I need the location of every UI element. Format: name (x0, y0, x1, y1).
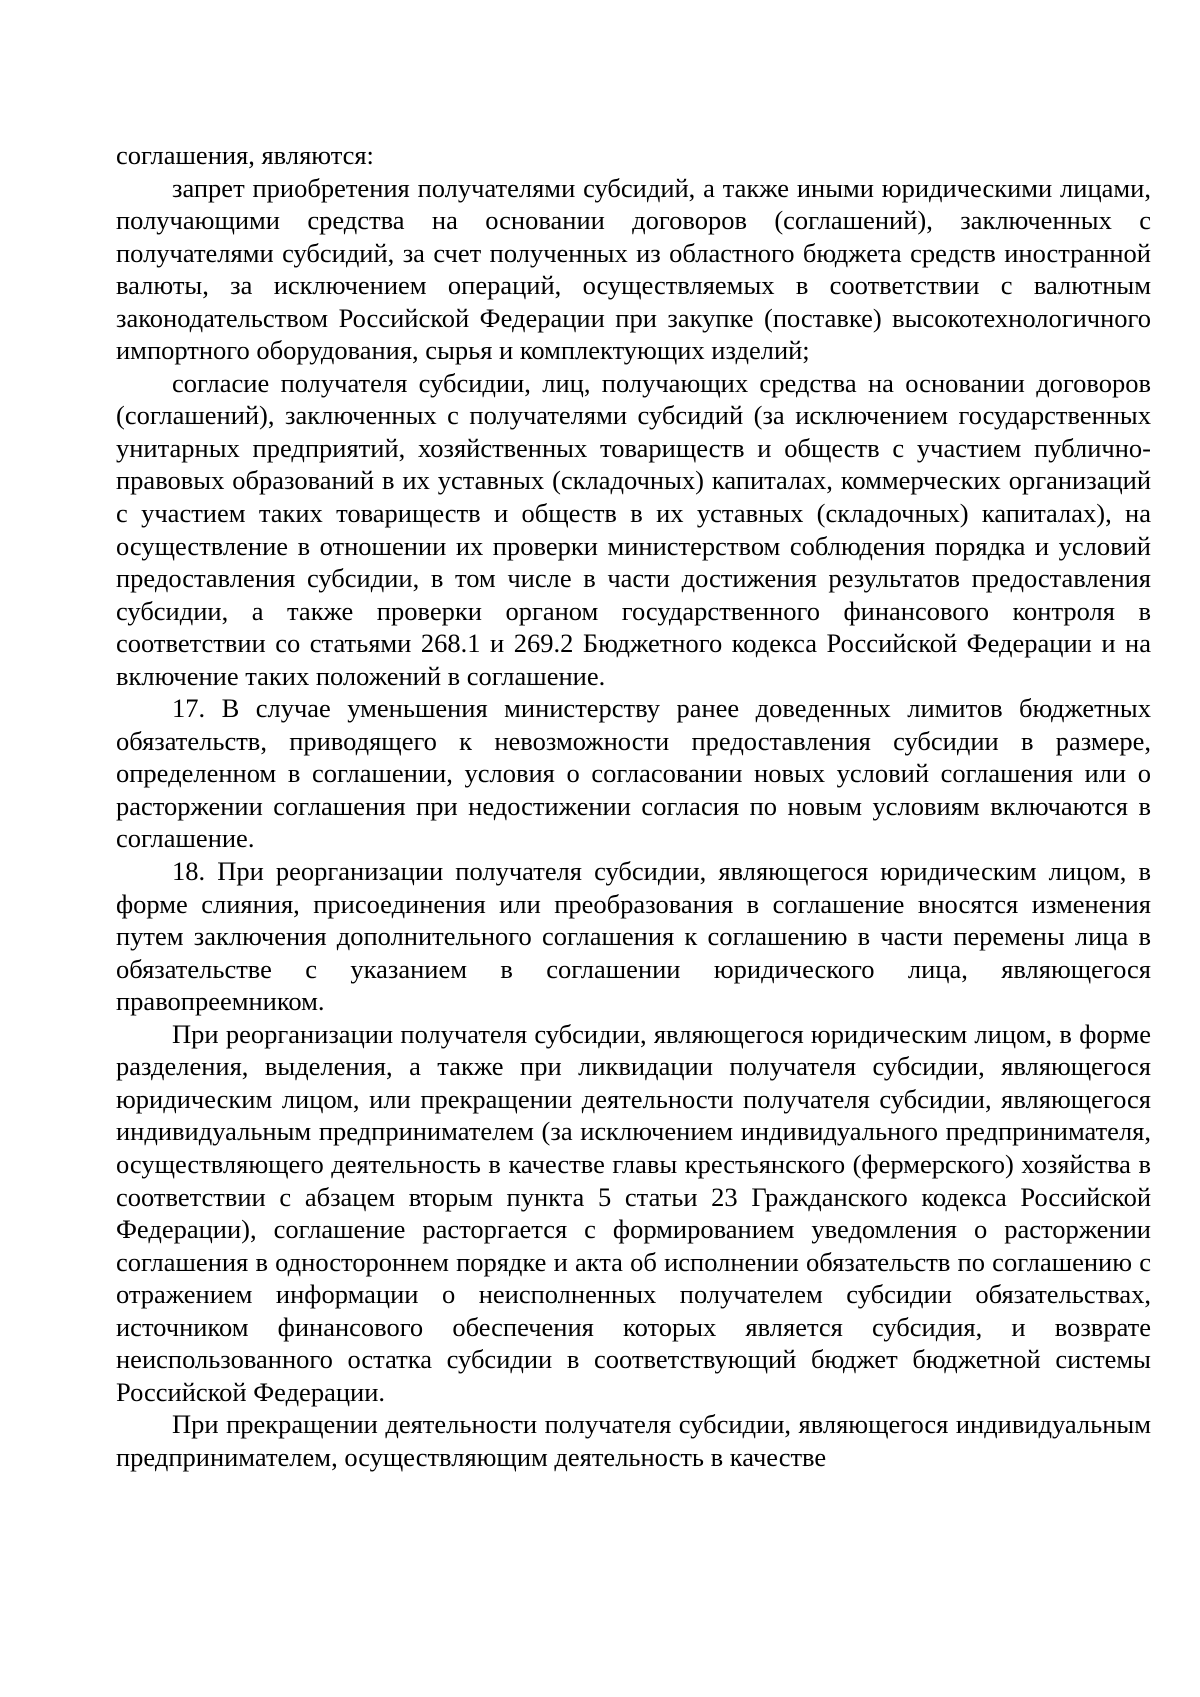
document-page (116, 139, 1151, 1473)
paragraph-currency-ban: запрет приобретения получателями субсидий, а также иными юридическими лицами, получающими средства на основании договоров (соглашений), заключенных с получателями субсидий, за счет полученных из областного бюджета средств иностранной валюты, за исключением операций, осуществляемых в соответствии с валютным законодательством Российской Федерации при закупке (поставке) высокотехнологичного импортного оборудования, сырья и комплектующих изделий; (116, 172, 1151, 366)
paragraph-consent-audit: согласие получателя субсидии, лиц, получающих средства на основании договоров (соглашений), заключенных с получателями субсидий (за исключением государственных унитарных предприятий, хозяйственных товариществ и обществ с участием публично-правовых образований в их уставных (складочных) капиталах, коммерческих организаций с участием таких товариществ и обществ в их уставных (складочных) капиталах), на осуществление в отношении их проверки министерством соблюдения порядка и условий предоставления субсидии, в том числе в части достижения результатов предоставления субсидии, а также проверки органом государственного финансового контроля в соответствии со статьями 268.1 и 269.2 Бюджетного кодекса Российской Федерации и на включение таких положений в соглашение. (116, 367, 1151, 691)
paragraph-reorganization: При реорганизации получателя субсидии, являющегося юридическим лицом, в форме разделения, выделения, а также при ликвидации получателя субсидии, являющегося юридическим лицом, или прекращении деятельности получателя субсидии, являющегося индивидуальным предпринимателем (за исключением индивидуального предпринимателя, осуществляющего деятельность в качестве главы крестьянского (фермерского) хозяйства в соответствии с абзацем вторым пункта 5 статьи 23 Гражданского кодекса Российской Федерации), соглашение расторгается с формированием уведомления о расторжении соглашения в одностороннем порядке и акта об исполнении обязательств по соглашению с отражением информации о неисполненных получателем субсидии обязательствах, источником финансового обеспечения которых является субсидия, и возврате неиспользованного остатка субсидии в соответствующий бюджет бюджетной системы Российской Федерации. (116, 1018, 1151, 1407)
paragraph-clause-17: 17. В случае уменьшения министерству ранее доведенных лимитов бюджетных обязательств, приводящего к невозможности предоставления субсидии в размере, определенном в соглашении, условия о согласовании новых условий соглашения или о расторжении соглашения при недостижении согласия по новым условиям включаются в соглашение. (116, 693, 1151, 854)
paragraph-termination: При прекращении деятельности получателя субсидии, являющегося индивидуальным предпринимателем, осуществляющим деятельность в качестве (116, 1409, 1151, 1472)
paragraph-continuation: соглашения, являются: (116, 140, 374, 170)
paragraph-clause-18: 18. При реорганизации получателя субсидии, являющегося юридическим лицом, в форме слияния, присоединения или преобразования в соглашение вносятся изменения путем заключения дополнительного соглашения к соглашению в части перемены лица в обязательстве с указанием в соглашении юридического лица, являющегося правопреемником. (116, 856, 1151, 1017)
